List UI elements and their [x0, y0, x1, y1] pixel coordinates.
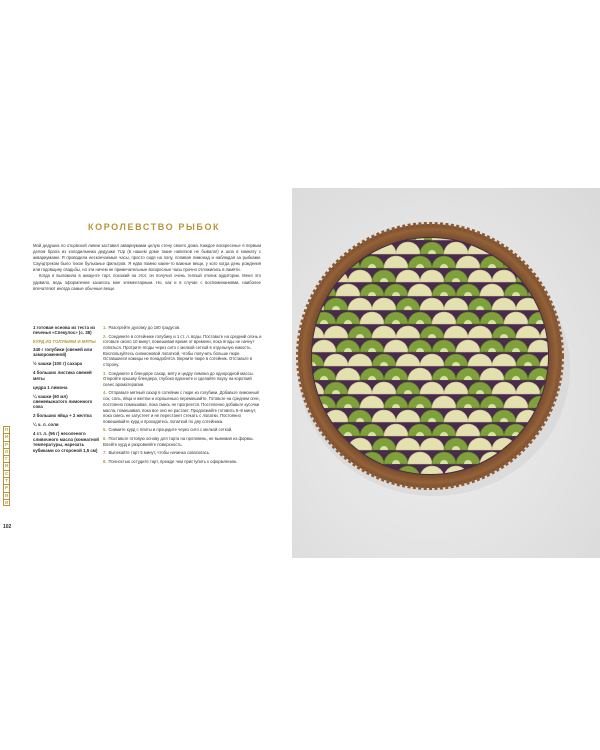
pear-slice	[516, 466, 540, 478]
ingredient-item: ¼ чашки (60 мл) свежевыжатого лимонного сока	[33, 393, 93, 410]
kiwi-slice	[552, 256, 576, 268]
method-step	[103, 427, 263, 433]
kiwi-slice	[292, 284, 312, 296]
intro-paragraph: Когда я выложила в аккаунте тарт, похожий на этот, он получил очень теплый отклик аудитории. Меня это удивило, ведь оформление казалось мне элементарным. Но, как и в случае с воспоминаниями, наиболее впечатляют иногда самые обычные вещи.	[33, 273, 261, 291]
step-text: Разогрейте духовку до 180 градусов.	[108, 325, 181, 330]
ingredient-item: ¼ ч. л. соли	[33, 422, 59, 428]
kiwi-slice	[552, 424, 576, 436]
ingredient-item: 4 ст. л. (56 г) несоленого сливочного масла (комнатной температуры, нарезать кубиками со стороной 1,5 см)	[33, 431, 99, 453]
ingredient-item: 4 больших листика свежей мяты	[33, 370, 92, 381]
kiwi-slice	[292, 452, 312, 464]
ingredients-subheading: КУРД ИЗ ГОЛУБИКИ И МЯТЫ	[33, 339, 96, 345]
kiwi-core	[320, 236, 328, 240]
step-number: 7.	[103, 450, 107, 456]
step-number: 2.	[103, 333, 107, 339]
step-text: Выпекайте тарт 5 минут, чтобы начинка схватилась.	[108, 450, 211, 456]
pear-slice	[300, 242, 324, 254]
kiwi-core	[296, 292, 304, 296]
kiwi-core	[560, 264, 568, 268]
kiwi-core	[536, 460, 544, 464]
kiwi-core	[536, 236, 544, 240]
kiwi-core	[320, 460, 328, 464]
step-text: Полностью остудите тарт, прежде чем приступить к оформлению.	[108, 458, 238, 464]
chapter-letter: П	[4, 427, 8, 432]
ingredient-item: ½ чашки (100 г) сахара	[33, 361, 83, 367]
kiwi-core	[308, 446, 316, 450]
recipe-intro	[33, 243, 261, 292]
page-number: 102	[3, 524, 12, 530]
left-page	[0, 0, 292, 750]
method-step	[103, 325, 263, 331]
method-step	[103, 390, 263, 424]
step-number: 6.	[103, 435, 107, 441]
step-number: 8.	[103, 458, 107, 464]
chapter-letter: И	[4, 499, 8, 505]
kiwi-slice	[528, 228, 552, 240]
kiwi-core	[308, 278, 316, 282]
kiwi-core	[296, 432, 304, 436]
intro-paragraph: Мой дедушка по отцовской линии заставил аквариумами целую стену своего дома. Каждое воскресенье я первым делом брала из холодильника дедушки 7Up (в нашем доме такие напитков не бывало!) и шла в комнату с аквариумами. Я проводила нескончаемые часы, просто сидя на полу, попивая лимонад и наблюдая за рыбками. Саундтреком было тихое бульканье фильтров. Я едва помню какие-то важные вещи, у кого когда день рождения или годовщину свадьбы, но эти ничем не примечательные воскресные часы прочно отложились в памяти.	[33, 243, 261, 273]
chapter-letter: И	[4, 434, 8, 440]
step-text: Поставьте готовую основу для тарта на противень, не вынимая из формы. Влейте курд и разровняйте поверхность.	[103, 435, 254, 447]
kiwi-slice	[300, 438, 324, 450]
chapter-letter: Р	[3, 484, 10, 491]
step-number: 1.	[103, 325, 107, 330]
step-text: Снимите курд с плиты и процедите через сито с мелкой сеткой.	[108, 427, 233, 433]
pear-slice	[312, 256, 336, 268]
pear-slice	[504, 228, 528, 240]
recipe-title: КОРОЛЕВСТВО РЫБОК	[88, 222, 221, 232]
step-text: Соедините в сотейнике голубику и 1 ст. л. воды. Поставьте на средний огонь и готовьте около 10 минут, помешивая время от времени, пока ягоды не начнут лопаться. Протрите ягоды через сито с мелкой сеткой в отдельную емкость. Воспользуйтесь силиконовой лопаткой, чтобы получить больше пюре. Оставшиеся кожицы не понадобятся. Верните пюре в сотейник. Отставьте в сторону.	[103, 333, 262, 368]
pear-slice	[324, 242, 348, 254]
pear-slice	[552, 452, 576, 464]
tart-illustration	[292, 188, 600, 558]
kiwi-slice	[292, 256, 312, 268]
kiwi-core	[296, 264, 304, 268]
pear-slice	[540, 242, 564, 254]
step-text: Отправьте мятный сахар в сотейник с пюре из голубики. Добавьте лимонный сок, соль, яйца и желтки и хорошенько перемешайте. Готовьте на среднем огне, постоянно помешивая, пока смесь не прогреется. Постепенно добавьте кусочки масла, помешивая, пока все оно не растает. Продолжайте готовить 5–8 минут, пока смесь не загустеет и не перестанет стекать с лопатки. Постоянно помешивайте курд и проходитесь лопаткой по дну сотейника.	[103, 390, 260, 424]
kiwi-slice	[324, 466, 348, 478]
method-step	[103, 334, 263, 368]
method-step	[103, 436, 263, 447]
pear-slice	[292, 228, 312, 240]
chapter-letter: С	[4, 470, 9, 476]
chapter-index-tab	[3, 426, 10, 506]
kiwi-core	[560, 236, 568, 240]
pear-slice	[528, 256, 552, 268]
ingredient-item: 340 г голубики (свежей или замороженной)	[33, 346, 93, 358]
kiwi-core	[332, 474, 340, 478]
ingredient-item: 2 больших яйца + 2 желтка	[33, 413, 92, 419]
kiwi-slice	[552, 228, 576, 240]
method-step	[103, 459, 263, 465]
method-steps	[103, 325, 263, 467]
chapter-letter: Т	[3, 477, 10, 484]
method-step	[103, 371, 263, 388]
chapter-letter: Р	[3, 441, 10, 448]
kiwi-slice	[312, 228, 336, 240]
kiwi-core	[548, 474, 556, 478]
step-number: 5.	[103, 427, 107, 433]
kiwi-core	[344, 236, 352, 240]
chapter-letter: О	[4, 448, 9, 454]
chapter-letter: И	[4, 463, 8, 469]
pear-slice	[540, 270, 564, 282]
kiwi-core	[296, 460, 304, 464]
kiwi-slice	[540, 466, 564, 478]
step-number: 4.	[103, 390, 107, 396]
kiwi-core	[560, 432, 568, 436]
chapter-letter: И	[4, 492, 8, 498]
pear-slice	[552, 284, 576, 296]
step-number: 3.	[103, 370, 107, 376]
kiwi-slice	[292, 424, 312, 436]
ingredient-item: цедра 1 лимона	[33, 384, 68, 390]
kiwi-slice	[336, 228, 360, 240]
ingredient-item: 1 готовая основа из теста из печенья «Спекулос» (с. 38)	[33, 325, 96, 336]
method-step	[103, 450, 263, 456]
pear-slice	[300, 466, 324, 478]
step-text: Соедините в блендере сахар, мяту и цедру лимона до однородной массы. Откройте крышку блендера, глубоко вдохните и сделайте паузу на короткий сеанс ароматерапии.	[103, 370, 254, 387]
chapter-letter: Г	[3, 455, 10, 462]
kiwi-slice	[312, 452, 336, 464]
ingredients-list	[33, 325, 99, 457]
pear-slice	[516, 242, 540, 254]
tart-photo	[292, 188, 600, 558]
